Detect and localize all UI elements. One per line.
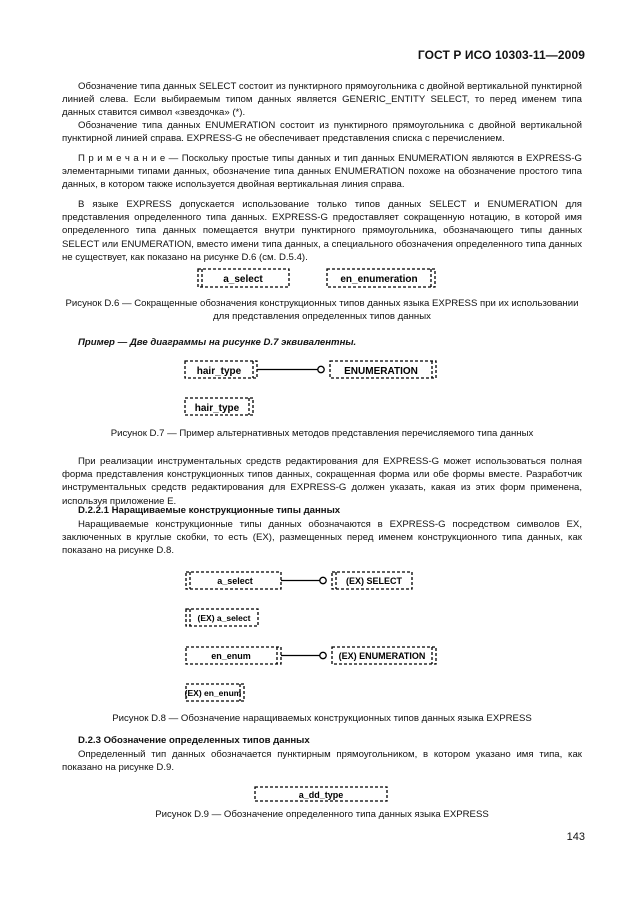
example-line: Пример — Две диаграммы на рисунке D.7 эквивалентны.	[78, 337, 357, 348]
figure-d8-ex-enumeration-label: (EX) ENUMERATION	[338, 651, 426, 661]
figure-d7-enum-label: ENUMERATION	[344, 366, 418, 377]
note-paragraph: П р и м е ч а н и е — Поскольку простые типы данных и тип данных ENUMERATION являются в EXPRESS-G элементарными типами данных, обозначение типа данных ENUMERATION похоже на обозначение простого типа данных, в котором также используется двойная вертикальная линия справа.	[62, 153, 582, 191]
caption-figure-d7: Рисунок D.7 — Пример альтернативных методов представления перечисляемого типа данных	[110, 428, 534, 439]
figure-d8-enum-end-circle	[320, 652, 326, 658]
paragraph-enumeration-notation: Обозначение типа данных ENUMERATION состоит из пунктирного прямоугольника с двойной вертикальной пунктирной линией справа. EXPRESS-G не обеспечивает представления списка с перечислением.	[62, 120, 582, 145]
caption-figure-d6: Рисунок D.6 — Сокращенные обозначения конструкционных типов данных языка EXPRESS при их использовании для представления определенных типов данных	[65, 298, 579, 323]
heading-extensible-types: D.2.2.1 Наращиваемые конструкционные типы данных	[78, 505, 341, 516]
paragraph-extensible-types: Наращиваемые конструкционные типы данных обозначаются в EXPRESS-G посредством символов EX, заключенных в круглые скобки, то есть (EX), размещенных перед именем конструкционного типа данных, как показано на рисунке D.8.	[62, 519, 582, 557]
heading-defined-types: D.2.3 Обозначение определенных типов данных	[78, 735, 310, 746]
document-header: ГОСТ Р ИСО 10303-11—2009	[417, 48, 585, 62]
paragraph-select-notation: Обозначение типа данных SELECT состоит из пунктирного прямоугольника с двойной вертикальной пунктирной линией слева. Если выбираемым типом данных является GENERIC_ENTITY SELECT, то перед именем типа данных ставится символ «звездочка» (*).	[62, 81, 582, 119]
caption-figure-d8: Рисунок D.8 — Обозначение наращиваемых конструкционных типов данных языка EXPRESS	[112, 713, 532, 724]
figure-d7-type-label: hair_type	[196, 366, 242, 377]
figure-d7-relation-end-circle	[318, 366, 324, 372]
figure-d8-ex-a-select-label: (EX) a_select	[197, 613, 251, 623]
figure-d6-select-label: a_select	[223, 274, 263, 285]
caption-figure-d9: Рисунок D.9 — Обозначение определенного типа данных языка EXPRESS	[155, 809, 489, 820]
paragraph-defined-type-notation: Определенный тип данных обозначается пунктирным прямоугольником, в котором указано имя типа, как показано на рисунке D.9.	[62, 749, 582, 774]
paragraph-tool-forms: При реализации инструментальных средств редактирования для EXPRESS-G может использоваться полная форма представления конструкционных типов данных, сокращенная форма или обе формы вместе. Разработчик инструментальных средств редактирования для EXPRESS-G должен указать, какая из этих форм применена, используя приложение Е.	[62, 456, 582, 507]
page-number: 143	[566, 831, 585, 843]
figure-d8-en-enum-label: en_enum	[211, 651, 251, 661]
figure-d6-enum-label: en_enumeration	[340, 274, 418, 285]
figure-d8-select-end-circle	[320, 577, 326, 583]
figure-d9-type-label: a_dd_type	[298, 790, 344, 800]
figure-d7-type-label-2: hair_type	[194, 403, 240, 414]
figure-d8-ex-en-enum-label: (EX) en_enum	[184, 688, 242, 698]
paragraph-defined-types: В языке EXPRESS допускается использование только типов данных SELECT и ENUMERATION для представления определенного типа данных. EXPRESS-G предоставляет сокращенную нотацию, в которой имя определенного типа данных помещается внутри пунктирного прямоугольника, обозначающего типы данных SELECT или ENUMERATION, вместо имени типа данных, а специального обозначения определенного типа данных не существует, как показано на рисунке D.6 (см. D.5.4).	[62, 199, 582, 263]
figure-d8-ex-select-label: (EX) SELECT	[345, 576, 403, 586]
figure-d8-a-select-label: a_select	[217, 576, 253, 586]
